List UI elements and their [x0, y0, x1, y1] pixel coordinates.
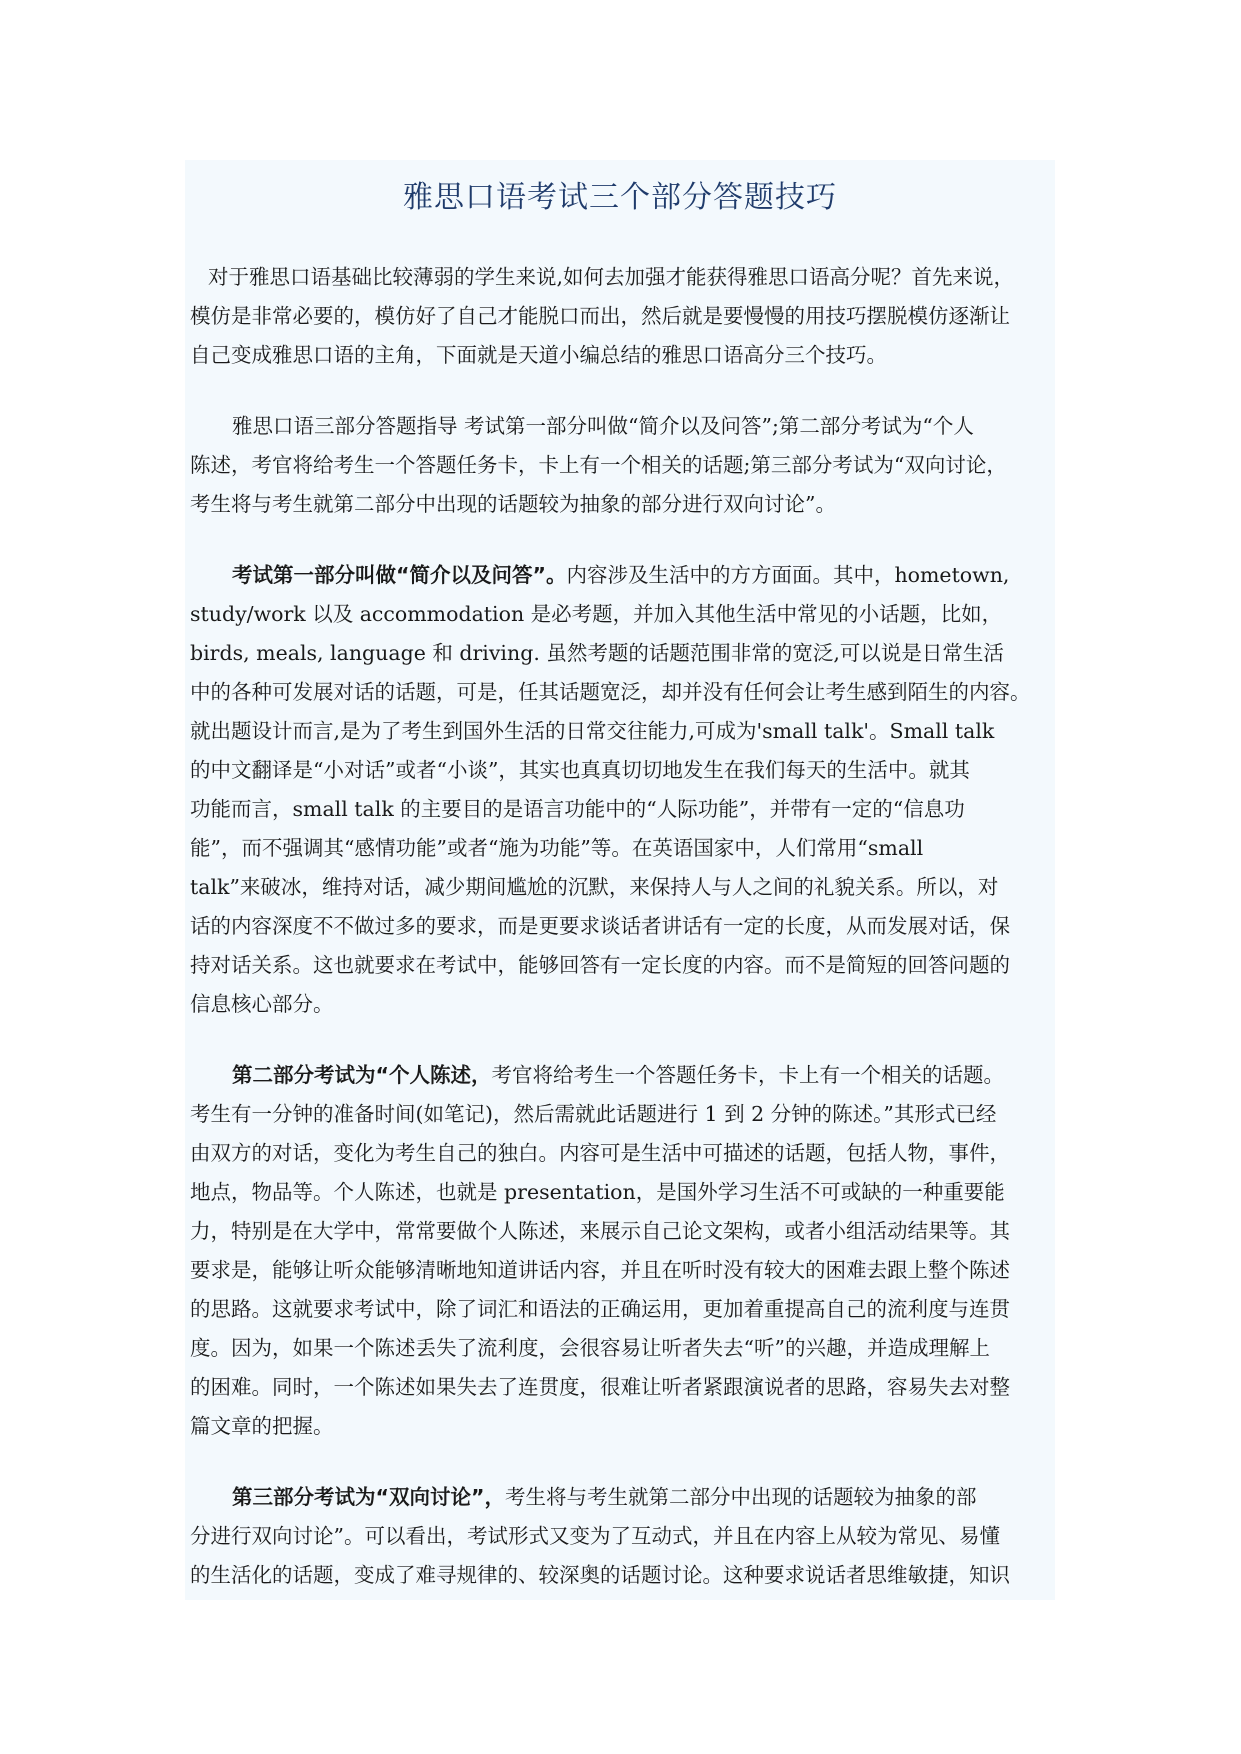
paragraph-line: 模仿是非常必要的，模仿好了自己才能脱口而出，然后就是要慢慢的用技巧摆脱模仿逐渐让	[190, 304, 1010, 328]
paragraph-line-text: 考官将给考生一个答题任务卡，卡上有一个相关的话题。	[491, 1063, 1004, 1087]
paragraph-line: 篇文章的把握。	[190, 1414, 334, 1438]
paragraph-line: 雅思口语三部分答题指导 考试第一部分叫做“简介以及问答”;第二部分考试为“个人	[232, 414, 974, 438]
paragraph-part-one	[190, 556, 1070, 1024]
paragraph-line: 陈述，考官将给考生一个答题任务卡，卡上有一个相关的话题;第三部分考试为“双向讨论，	[190, 453, 1007, 477]
paragraph-part-three	[190, 1478, 1070, 1595]
paragraph-line: 分进行双向讨论”。可以看出，考试形式又变为了互动式，并且在内容上从较为常见、易懂	[190, 1524, 1000, 1548]
part-two-heading: 第二部分考试为“个人陈述，	[232, 1063, 492, 1087]
paragraph-line: 要求是，能够让听众能够清晰地知道讲话内容，并且在听时没有较大的困难去跟上整个陈述	[190, 1258, 1010, 1282]
paragraph-line: birds, meals, language 和 driving. 虽然考题的话题范围非常的宽泛,可以说是日常生活	[190, 641, 1004, 665]
paragraph-line: 考生将与考生就第二部分中出现的话题较为抽象的部分进行双向讨论”。	[190, 492, 836, 516]
paragraph-line: 话的内容深度不不做过多的要求，而是更要求谈话者讲话有一定的长度，从而发展对话，保	[190, 914, 1010, 938]
paragraph-line-text: 内容涉及生活中的方方面面。其中，hometown,	[566, 563, 1010, 587]
paragraph-line: 的生活化的话题，变成了难寻规律的、较深奥的话题讨论。这种要求说话者思维敏捷，知识	[190, 1563, 1010, 1587]
paragraph-first-line	[190, 556, 1070, 595]
document-body	[190, 258, 1070, 1627]
paragraph-line: talk”来破冰，维持对话，减少期间尴尬的沉默，来保持人与人之间的礼貌关系。所以，对	[190, 875, 999, 899]
paragraph-line: 地点，物品等。个人陈述，也就是 presentation，是国外学习生活不可或缺的一种重要能	[190, 1180, 1005, 1204]
paragraph-line: 信息核心部分。	[190, 992, 334, 1016]
paragraph-line: study/work 以及 accommodation 是必考题，并加入其他生活中常见的小话题，比如，	[190, 602, 1003, 626]
paragraph-line: 由双方的对话，变化为考生自己的独白。内容可是生活中可描述的话题，包括人物，事件，	[190, 1141, 1010, 1165]
paragraph-line: 持对话关系。这也就要求在考试中，能够回答有一定长度的内容。而不是简短的回答问题的	[190, 953, 1010, 977]
paragraph-first-line	[190, 1478, 1070, 1517]
part-three-heading: 第三部分考试为“双向讨论”，	[232, 1485, 505, 1509]
paragraph-line: 考生有一分钟的准备时间(如笔记)，然后需就此话题进行 1 到 2 分钟的陈述。”其形式已经	[190, 1102, 997, 1126]
paragraph-line: 就出题设计而言,是为了考生到国外生活的日常交往能力,可成为'small talk'。Small talk	[190, 719, 995, 743]
paragraph-line: 度。因为，如果一个陈述丢失了流利度，会很容易让听者失去“听”的兴趣，并造成理解上	[190, 1336, 990, 1360]
paragraph-line: 自己变成雅思口语的主角，下面就是天道小编总结的雅思口语高分三个技巧。	[190, 343, 887, 367]
paragraph-part-two	[190, 1056, 1070, 1446]
paragraph-line-text: 考生将与考生就第二部分中出现的话题较为抽象的部	[504, 1485, 977, 1509]
document-title: 雅思口语考试三个部分答题技巧	[403, 180, 837, 215]
paragraph-line: 的思路。这就要求考试中，除了词汇和语法的正确运用，更加着重提高自己的流利度与连贯	[190, 1297, 1010, 1321]
part-one-heading: 考试第一部分叫做“简介以及问答”。	[232, 563, 567, 587]
paragraph-line: 的困难。同时，一个陈述如果失去了连贯度，很难让听者紧跟演说者的思路，容易失去对整	[190, 1375, 1010, 1399]
paragraph-line: 对于雅思口语基础比较薄弱的学生来说,如何去加强才能获得雅思口语高分呢？首先来说，	[208, 265, 1015, 289]
paragraph-line: 中的各种可发展对话的话题，可是，任其话题宽泛，却并没有任何会让考生感到陌生的内容。	[190, 680, 1031, 704]
paragraph-intro	[190, 258, 1070, 375]
paragraph-first-line	[190, 1056, 1070, 1095]
paragraph-line: 功能而言，small talk 的主要目的是语言功能中的“人际功能”，并带有一定的“信息功	[190, 797, 965, 821]
paragraph-line: 力，特别是在大学中，常常要做个人陈述，来展示自己论文架构，或者小组活动结果等。其	[190, 1219, 1010, 1243]
paragraph-line: 能”，而不强调其“感情功能”或者“施为功能”等。在英语国家中，人们常用“small	[190, 836, 924, 860]
paragraph-line: 的中文翻译是“小对话”或者“小谈”，其实也真真切切地发生在我们每天的生活中。就其	[190, 758, 970, 782]
paragraph-overview	[190, 407, 1070, 524]
